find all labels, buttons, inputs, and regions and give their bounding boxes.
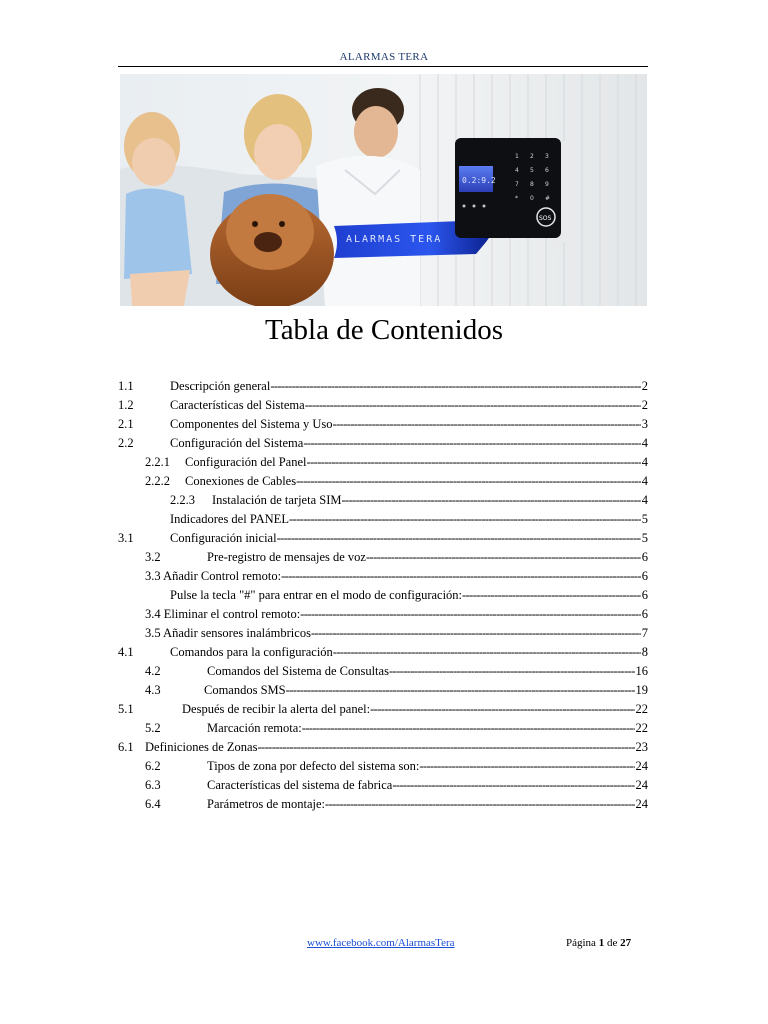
page-current: 1 xyxy=(598,937,605,949)
svg-text:0: 0 xyxy=(530,195,534,202)
toc-entry-number: 3.2 xyxy=(145,550,161,564)
toc-entry-title: Comandos SMS xyxy=(204,683,286,697)
toc-entry-number: 6.1 xyxy=(118,740,134,754)
toc-entry-page: 16 xyxy=(635,664,648,678)
toc-leader xyxy=(462,587,641,604)
toc-leader xyxy=(289,511,641,528)
toc-leader xyxy=(257,739,634,756)
toc-entry[interactable] xyxy=(118,492,648,509)
header-title: ALARMAS TERA xyxy=(339,51,429,63)
toc-entry-title: Comandos del Sistema de Consultas xyxy=(207,664,389,678)
toc-leader xyxy=(303,435,640,452)
toc-entry[interactable] xyxy=(118,777,648,794)
toc-leader xyxy=(302,720,635,737)
sos-label: SOS xyxy=(539,215,552,222)
svg-text:2: 2 xyxy=(530,153,534,160)
page-of: de xyxy=(606,937,618,949)
toc-entry-page: 5 xyxy=(641,512,648,526)
toc-entry-title: Conexiones de Cables xyxy=(185,474,297,488)
toc-entry-page: 4 xyxy=(641,436,648,450)
toc-entry[interactable] xyxy=(118,720,648,737)
toc-entry[interactable] xyxy=(118,530,648,547)
toc-entry-page: 8 xyxy=(641,645,648,659)
toc-leader xyxy=(325,796,634,813)
svg-text:3: 3 xyxy=(545,153,549,160)
toc-entry-number: 5.2 xyxy=(145,721,161,735)
toc-entry-number: 2.2 xyxy=(118,436,134,450)
toc-entry-title: 3.4 Eliminar el control remoto: xyxy=(145,607,301,621)
page-indicator xyxy=(566,937,631,949)
toc-entry-title: Comandos para la configuración xyxy=(170,645,333,659)
toc-entry-page: 24 xyxy=(635,797,648,811)
toc-entry-page: 4 xyxy=(641,455,648,469)
toc-entry-page: 6 xyxy=(641,588,648,602)
toc-entry-number: 6.3 xyxy=(145,778,161,792)
toc-entry-number: 1.2 xyxy=(118,398,134,412)
toc-entry-title: Descripción general xyxy=(170,379,271,393)
toc-leader xyxy=(307,454,641,471)
toc-entry-title: Tipos de zona por defecto del sistema son: xyxy=(207,759,420,773)
svg-text:*: * xyxy=(515,195,518,202)
toc-entry-number: 6.2 xyxy=(145,759,161,773)
toc-entry[interactable] xyxy=(118,473,648,490)
toc-entry-title: Características del Sistema xyxy=(170,398,305,412)
toc-entry-title: Marcación remota: xyxy=(207,721,302,735)
toc-entry-number: 2.2.1 xyxy=(145,455,170,469)
toc-entry-title: Características del sistema de fabrica xyxy=(207,778,393,792)
toc-entry-page: 4 xyxy=(641,493,648,507)
toc-entry[interactable] xyxy=(118,568,648,585)
toc-entry-title: Pre-registro de mensajes de voz xyxy=(207,550,366,564)
svg-text:1: 1 xyxy=(515,153,519,160)
toc-leader xyxy=(389,663,635,680)
toc-entry-title: Instalación de tarjeta SIM xyxy=(212,493,342,507)
toc-leader xyxy=(296,473,641,490)
toc-entry-title: 3.3 Añadir Control remoto: xyxy=(145,569,282,583)
toc-leader xyxy=(286,682,635,699)
toc-leader xyxy=(305,397,641,414)
toc-entry[interactable] xyxy=(118,435,648,452)
toc-entry-title: Parámetros de montaje: xyxy=(207,797,326,811)
toc-leader xyxy=(270,378,640,395)
toc-entry[interactable] xyxy=(118,397,648,414)
toc-entry-page: 23 xyxy=(635,740,648,754)
toc-entry-title: Configuración del Panel xyxy=(185,455,307,469)
toc-leader xyxy=(333,644,641,661)
toc-entry-page: 24 xyxy=(635,778,648,792)
toc-leader xyxy=(277,530,641,547)
toc-entry-title: Definiciones de Zonas xyxy=(145,740,258,754)
toc-leader xyxy=(341,492,640,509)
toc-entry-page: 7 xyxy=(641,626,648,640)
svg-text:0.2:9.2: 0.2:9.2 xyxy=(462,176,496,185)
toc-entry-number: 4.2 xyxy=(145,664,161,678)
toc-entry-number: 6.4 xyxy=(145,797,161,811)
header-rule xyxy=(118,66,648,67)
svg-text:9: 9 xyxy=(545,181,549,188)
toc-entry-number: 3.1 xyxy=(118,531,134,545)
toc-leader xyxy=(366,549,641,566)
toc-entry-title: Configuración inicial xyxy=(170,531,277,545)
toc-entry[interactable] xyxy=(118,454,648,471)
toc-entry-number: 2.2.3 xyxy=(170,493,195,507)
toc-entry-page: 19 xyxy=(635,683,648,697)
toc-entry[interactable] xyxy=(118,549,648,566)
toc-entry-page: 24 xyxy=(635,759,648,773)
toc-entry-title: Configuración del Sistema xyxy=(170,436,304,450)
svg-text:5: 5 xyxy=(530,167,534,174)
banner-image xyxy=(120,74,647,306)
page-title: Tabla de Contenidos xyxy=(265,314,503,346)
toc-entry-title: Indicadores del PANEL xyxy=(170,512,289,526)
page-total: 27 xyxy=(620,937,632,949)
toc-leader xyxy=(392,777,634,794)
toc-leader xyxy=(281,568,641,585)
toc-entry-page: 3 xyxy=(641,417,648,431)
svg-text:8: 8 xyxy=(530,181,534,188)
banner-brand-text: ALARMAS TERA xyxy=(346,234,443,245)
toc-entry[interactable] xyxy=(118,644,648,661)
svg-text:#: # xyxy=(545,195,551,202)
toc-entry-page: 6 xyxy=(641,550,648,564)
svg-text:7: 7 xyxy=(515,181,519,188)
toc-entry[interactable] xyxy=(118,796,648,813)
toc-entry-number: 4.1 xyxy=(118,645,134,659)
toc-entry-number: 2.2.2 xyxy=(145,474,170,488)
toc-entry-page: 4 xyxy=(641,474,648,488)
toc-leader xyxy=(300,606,641,623)
svg-text:6: 6 xyxy=(545,167,549,174)
toc-entry[interactable] xyxy=(118,378,648,395)
toc-entry-page: 2 xyxy=(641,379,648,393)
alarm-panel-device xyxy=(455,136,572,246)
toc-entry-title: Pulse la tecla "#" para entrar en el modo de configuración: xyxy=(170,588,463,602)
toc-entry[interactable] xyxy=(118,663,648,680)
toc-entry-page: 22 xyxy=(635,721,648,735)
toc-entry[interactable] xyxy=(118,416,648,433)
toc-entry[interactable] xyxy=(118,625,648,642)
toc-entry-number: 4.3 xyxy=(145,683,161,697)
toc-leader xyxy=(333,416,641,433)
toc-entry-page: 5 xyxy=(641,531,648,545)
toc-entry-number: 2.1 xyxy=(118,417,134,431)
toc-entry-title: 3.5 Añadir sensores inalámbricos xyxy=(145,626,311,640)
svg-text:4: 4 xyxy=(515,167,519,174)
toc-entry-page: 6 xyxy=(641,607,648,621)
toc-entry-page: 22 xyxy=(635,702,648,716)
toc-leader xyxy=(370,701,634,718)
facebook-link[interactable]: www.facebook.com/AlarmasTera xyxy=(307,937,455,949)
toc-entry-page: 6 xyxy=(641,569,648,583)
toc-entry[interactable] xyxy=(118,511,648,528)
page-header xyxy=(0,51,768,63)
toc-entry-title: Componentes del Sistema y Uso xyxy=(170,417,333,431)
toc-entry[interactable] xyxy=(118,739,648,756)
toc-entry[interactable] xyxy=(118,758,648,775)
toc-entry-title: Después de recibir la alerta del panel: xyxy=(182,702,371,716)
toc-entry[interactable] xyxy=(118,606,648,623)
toc-leader xyxy=(311,625,641,642)
page-word: Página xyxy=(566,937,596,949)
toc-entry[interactable] xyxy=(118,587,648,604)
toc-leader xyxy=(419,758,634,775)
toc-entry-number: 1.1 xyxy=(118,379,134,393)
toc-entry[interactable] xyxy=(118,682,648,699)
toc-entry-page: 2 xyxy=(641,398,648,412)
toc-entry-number: 5.1 xyxy=(118,702,134,716)
toc-entry[interactable] xyxy=(118,701,648,718)
